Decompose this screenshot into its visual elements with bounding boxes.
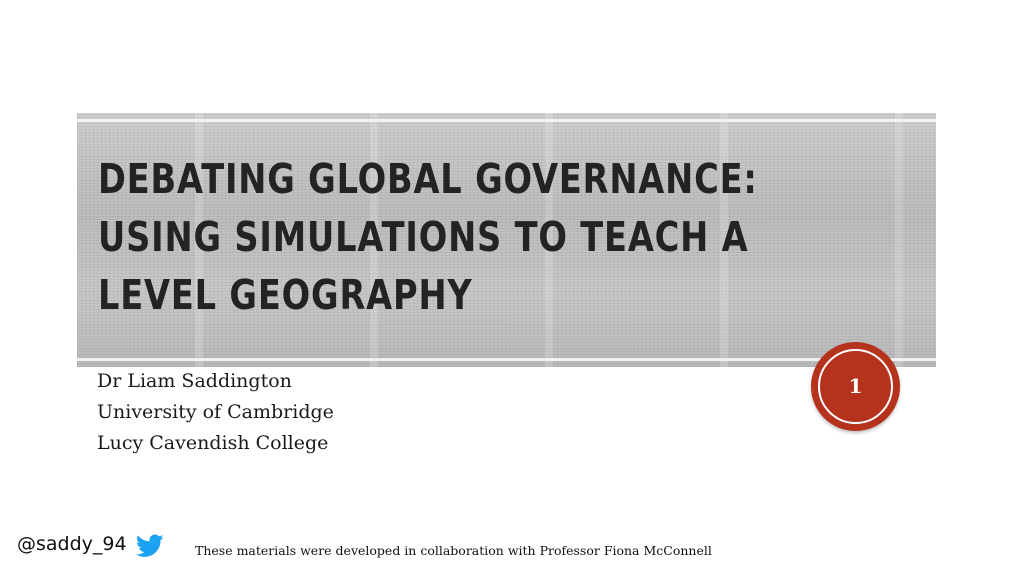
title-line-2: USING SIMULATIONS TO TEACH A — [98, 213, 749, 261]
band-top-rule — [77, 119, 936, 122]
twitter-bird-icon — [136, 534, 164, 558]
slide-number: 1 — [848, 374, 863, 398]
title-line-1: DEBATING GLOBAL GOVERNANCE: — [98, 155, 758, 203]
band-bottom-rule — [77, 358, 936, 361]
title-band — [77, 113, 936, 367]
slide-number-badge — [811, 342, 900, 431]
footer-note: These materials were developed in collaboration with Professor Fiona McConnell — [195, 543, 712, 558]
author-college: Lucy Cavendish College — [97, 432, 329, 454]
slide-title — [98, 150, 770, 324]
author-university: University of Cambridge — [97, 401, 334, 423]
title-line-3: LEVEL GEOGRAPHY — [98, 271, 473, 319]
twitter-handle: @saddy_94 — [17, 533, 127, 555]
author-name: Dr Liam Saddington — [97, 370, 292, 392]
slide-subtitle — [97, 366, 334, 459]
